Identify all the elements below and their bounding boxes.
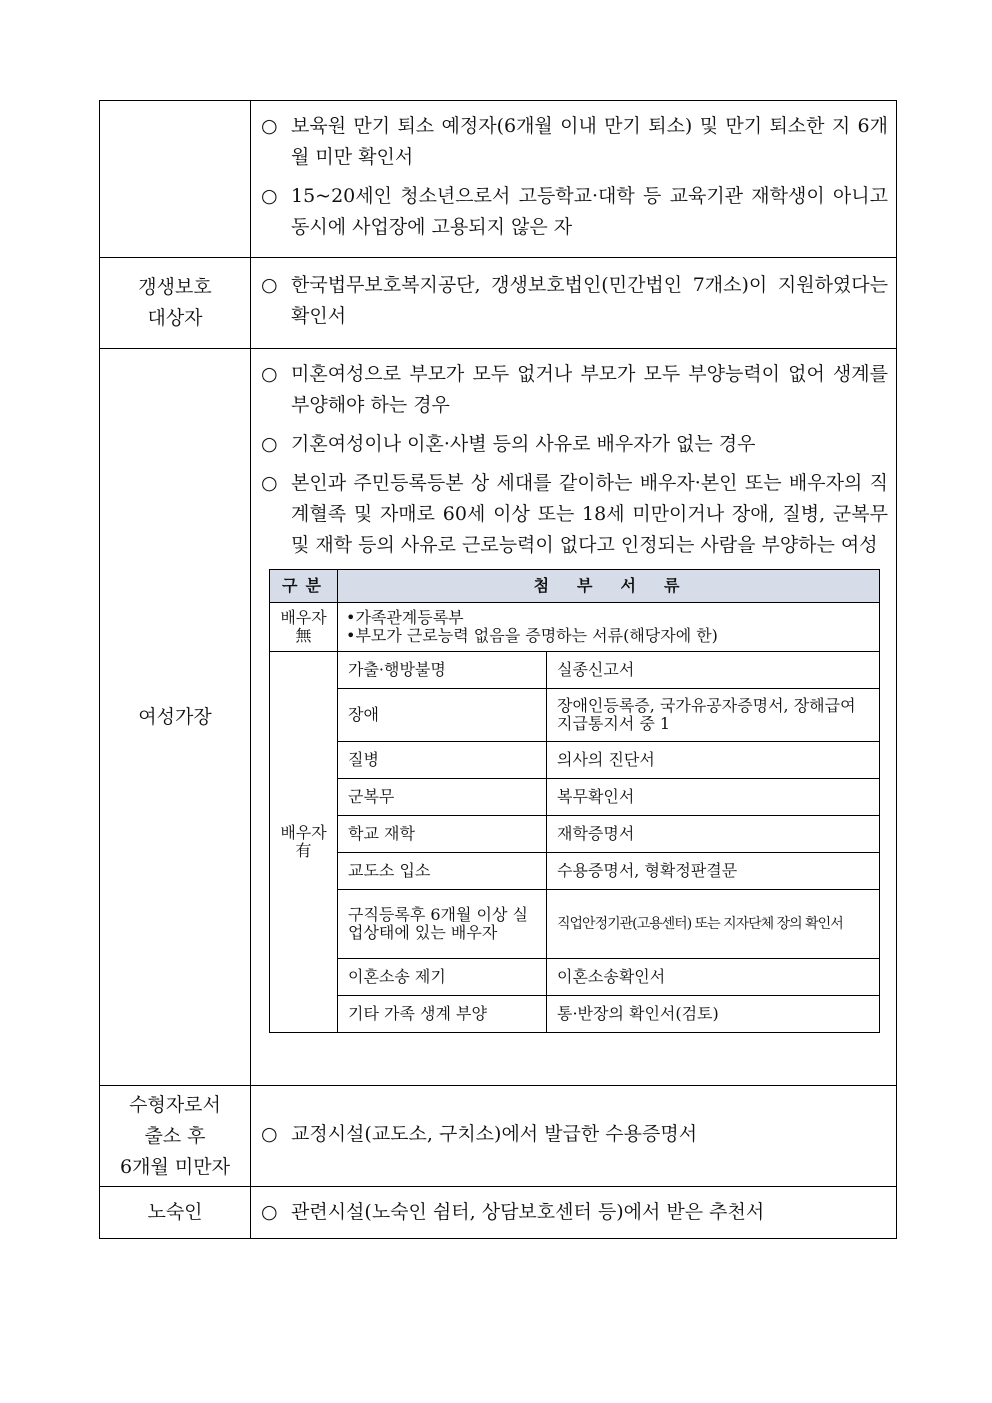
row-content: [251, 1187, 897, 1239]
reason-cell: 군복무: [338, 779, 547, 816]
reason-cell: 기타 가족 생계 부양: [338, 996, 547, 1033]
reason-cell: 구직등록후 6개월 이상 실업상태에 있는 배우자: [338, 890, 547, 959]
circle-bullet-icon: ○: [261, 274, 278, 296]
row-homeless: [100, 1187, 897, 1239]
row-label: 여성가장: [100, 349, 251, 1086]
table-row: [270, 742, 880, 779]
row-content: [251, 1086, 897, 1187]
circle-bullet-icon: ○: [261, 1122, 278, 1145]
row-content: [251, 101, 897, 258]
eligibility-table: [99, 100, 897, 1239]
row-label: 수형자로서 출소 후 6개월 미만자: [100, 1086, 251, 1187]
table-row: [270, 959, 880, 996]
doc-cell: 실종신고서: [547, 652, 880, 689]
list-item: ○ 기혼여성이나 이혼·사별 등의 사유로 배우자가 없는 경우: [261, 429, 888, 460]
row-rehabilitation: [100, 258, 897, 349]
table-row: [270, 779, 880, 816]
table-row: [270, 816, 880, 853]
doc-cell: 직업안정기관(고용센터) 또는 지자단체 장의 확인서: [547, 890, 880, 959]
circle-bullet-icon: ○: [261, 1201, 278, 1223]
doc-cell: 복무확인서: [547, 779, 880, 816]
with-spouse-label: 배우자 有: [270, 652, 338, 1033]
row-orphanage: [100, 101, 897, 258]
header-gubun: 구분: [270, 570, 338, 603]
no-spouse-docs: •가족관계등록부 •부모가 근로능력 없음을 증명하는 서류(해당자에 한): [338, 603, 880, 652]
reason-cell: 이혼소송 제기: [338, 959, 547, 996]
reason-cell: 장애: [338, 689, 547, 742]
table-row: [270, 890, 880, 959]
row-label-empty: [100, 101, 251, 258]
row-female-head: [100, 349, 897, 1086]
circle-bullet-icon: ○: [261, 363, 278, 385]
row-content: [251, 258, 897, 349]
table-row: [270, 853, 880, 890]
row-label: 노숙인: [100, 1187, 251, 1239]
doc-cell: 장애인등록증, 국가유공자증명서, 장해급여지급통지서 중 1: [547, 689, 880, 742]
table-row: [270, 689, 880, 742]
table-row: [270, 996, 880, 1033]
doc-cell: 재학증명서: [547, 816, 880, 853]
list-item: ○ 미혼여성으로 부모가 모두 없거나 부모가 모두 부양능력이 없어 생계를 부양해야 하는 경우: [261, 359, 888, 421]
circle-bullet-icon: ○: [261, 472, 278, 494]
reason-cell: 학교 재학: [338, 816, 547, 853]
list-item: ○ 교정시설(교도소, 구치소)에서 발급한 수용증명서: [261, 1119, 888, 1150]
list-item: ○ 보육원 만기 퇴소 예정자(6개월 이내 만기 퇴소) 및 만기 퇴소한 지 6개월 미만 확인서: [261, 111, 888, 173]
list-item: ○ 한국법무보호복지공단, 갱생보호법인(민간법인 7개소)이 지원하였다는 확인서: [261, 270, 888, 332]
header-docs: 첨부서류: [338, 570, 880, 603]
row-released-prisoner: [100, 1086, 897, 1187]
doc-cell: 통·반장의 확인서(검토): [547, 996, 880, 1033]
attachment-table: [269, 569, 880, 1033]
circle-bullet-icon: ○: [261, 185, 278, 207]
circle-bullet-icon: ○: [261, 433, 278, 455]
attachment-header: [270, 570, 880, 603]
reason-cell: 교도소 입소: [338, 853, 547, 890]
row-label: 갱생보호 대상자: [100, 258, 251, 349]
doc-cell: 이혼소송확인서: [547, 959, 880, 996]
row-content: [251, 349, 897, 1086]
list-item: ○ 관련시설(노숙인 쉼터, 상담보호센터 등)에서 받은 추천서: [261, 1197, 888, 1228]
doc-cell: 수용증명서, 형확정판결문: [547, 853, 880, 890]
no-spouse-row: [270, 603, 880, 652]
reason-cell: 질병: [338, 742, 547, 779]
circle-bullet-icon: ○: [261, 115, 278, 137]
no-spouse-label: 배우자 無: [270, 603, 338, 652]
list-item: ○ 본인과 주민등록등본 상 세대를 같이하는 배우자·본인 또는 배우자의 직계혈족 및 자매로 60세 이상 또는 18세 미만이거나 장애, 질병, 군복무 및 재학 등의 사유로 근로능력이 없다고 인정되는 사람을 부양하는 여성: [261, 468, 888, 561]
table-row: [270, 652, 880, 689]
reason-cell: 가출·행방불명: [338, 652, 547, 689]
doc-cell: 의사의 진단서: [547, 742, 880, 779]
list-item: ○ 15~20세인 청소년으로서 고등학교·대학 등 교육기관 재학생이 아니고 동시에 사업장에 고용되지 않은 자: [261, 181, 888, 243]
